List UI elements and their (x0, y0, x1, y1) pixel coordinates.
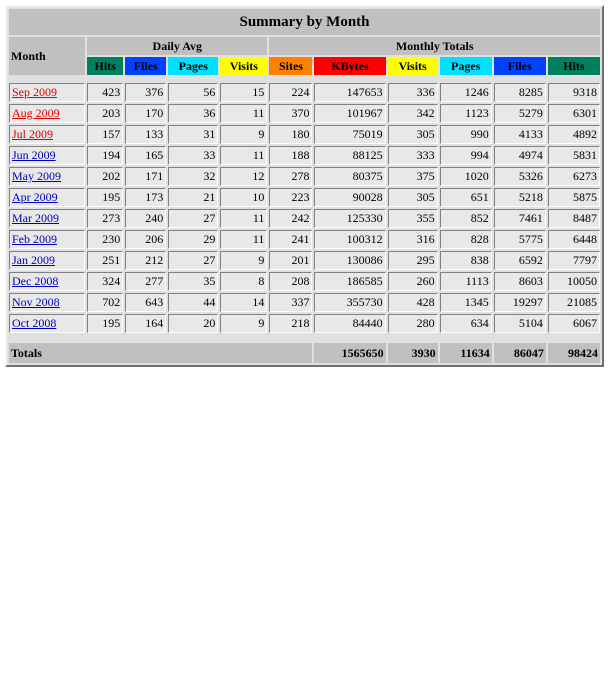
visits-cell: 355 (388, 209, 438, 228)
month-link[interactable]: Jul 2009 (12, 127, 54, 141)
kbytes-cell: 125330 (314, 209, 385, 228)
sites-cell: 224 (269, 83, 312, 102)
kbytes-cell: 186585 (314, 272, 385, 291)
daily-visits-cell: 8 (220, 272, 267, 291)
pages-cell: 828 (440, 230, 492, 249)
hits-header: Hits (548, 57, 600, 75)
pages-cell: 1020 (440, 167, 492, 186)
sites-cell: 188 (269, 146, 312, 165)
daily-hits-cell: 203 (87, 104, 123, 123)
daily-hits-cell: 423 (87, 83, 123, 102)
visits-cell: 316 (388, 230, 438, 249)
files-cell: 4974 (494, 146, 546, 165)
table-row (9, 83, 600, 102)
sites-cell: 370 (269, 104, 312, 123)
daily-visits-cell: 11 (220, 209, 267, 228)
files-cell: 5775 (494, 230, 546, 249)
table-row (9, 146, 600, 165)
visits-cell: 305 (388, 125, 438, 144)
daily-hits-cell: 273 (87, 209, 123, 228)
files-cell: 8603 (494, 272, 546, 291)
kbytes-cell: 100312 (314, 230, 385, 249)
pages-cell: 1123 (440, 104, 492, 123)
files-cell: 8285 (494, 83, 546, 102)
table-row (9, 314, 600, 333)
pages-cell: 852 (440, 209, 492, 228)
table-row (9, 188, 600, 207)
sites-cell: 278 (269, 167, 312, 186)
daily-pages-cell: 20 (168, 314, 218, 333)
daily-pages-cell: 36 (168, 104, 218, 123)
daily-files-cell: 212 (125, 251, 166, 270)
daily-visits-cell: 11 (220, 146, 267, 165)
pages-cell: 634 (440, 314, 492, 333)
visits-cell: 336 (388, 83, 438, 102)
month-cell (9, 293, 85, 312)
total-kbytes: 1565650 (314, 343, 385, 363)
hits-cell: 8487 (548, 209, 600, 228)
month-link[interactable]: Jan 2009 (12, 253, 55, 267)
month-cell (9, 251, 85, 270)
files-cell: 7461 (494, 209, 546, 228)
sites-cell: 223 (269, 188, 312, 207)
files-cell: 5279 (494, 104, 546, 123)
table-title: Summary by Month (9, 9, 600, 35)
table-row (9, 167, 600, 186)
files-cell: 5218 (494, 188, 546, 207)
daily-visits-cell: 11 (220, 230, 267, 249)
kbytes-cell: 75019 (314, 125, 385, 144)
sites-cell: 201 (269, 251, 312, 270)
daily-visits-cell: 12 (220, 167, 267, 186)
daily-hits-cell: 324 (87, 272, 123, 291)
files-cell: 5104 (494, 314, 546, 333)
daily-files-cell: 376 (125, 83, 166, 102)
daily-pages-cell: 32 (168, 167, 218, 186)
total-visits: 3930 (388, 343, 438, 363)
daily-pages-cell: 27 (168, 209, 218, 228)
files-cell: 5326 (494, 167, 546, 186)
month-cell (9, 314, 85, 333)
hits-cell: 5831 (548, 146, 600, 165)
daily-files-cell: 643 (125, 293, 166, 312)
daily-hits-cell: 251 (87, 251, 123, 270)
sites-header: Sites (269, 57, 312, 75)
month-cell (9, 230, 85, 249)
table-row (9, 104, 600, 123)
month-link[interactable]: Apr 2009 (12, 190, 58, 204)
kbytes-cell: 147653 (314, 83, 385, 102)
daily-visits-cell: 9 (220, 125, 267, 144)
hits-cell: 7797 (548, 251, 600, 270)
month-cell (9, 167, 85, 186)
table-row (9, 230, 600, 249)
daily-visits-cell: 14 (220, 293, 267, 312)
visits-cell: 428 (388, 293, 438, 312)
hits-cell: 6448 (548, 230, 600, 249)
table-row (9, 209, 600, 228)
month-cell (9, 125, 85, 144)
month-rows (9, 83, 600, 333)
total-hits: 98424 (548, 343, 600, 363)
visits-cell: 333 (388, 146, 438, 165)
month-cell (9, 272, 85, 291)
table-row (9, 293, 600, 312)
files-header: Files (494, 57, 546, 75)
daily-files-header: Files (125, 57, 166, 75)
daily-visits-cell: 11 (220, 104, 267, 123)
sites-cell: 337 (269, 293, 312, 312)
sites-cell: 242 (269, 209, 312, 228)
daily-pages-cell: 21 (168, 188, 218, 207)
daily-hits-header: Hits (87, 57, 123, 75)
visits-header: Visits (388, 57, 438, 75)
pages-cell: 651 (440, 188, 492, 207)
sites-cell: 180 (269, 125, 312, 144)
hits-cell: 6067 (548, 314, 600, 333)
files-cell: 6592 (494, 251, 546, 270)
visits-cell: 260 (388, 272, 438, 291)
daily-pages-cell: 33 (168, 146, 218, 165)
kbytes-cell: 84440 (314, 314, 385, 333)
month-link[interactable]: Sep 2009 (12, 85, 57, 99)
hits-cell: 9318 (548, 83, 600, 102)
daily-pages-cell: 35 (168, 272, 218, 291)
daily-visits-cell: 10 (220, 188, 267, 207)
hits-cell: 10050 (548, 272, 600, 291)
visits-cell: 342 (388, 104, 438, 123)
totals-label: Totals (9, 343, 312, 363)
daily-hits-cell: 230 (87, 230, 123, 249)
sites-cell: 241 (269, 230, 312, 249)
month-link[interactable]: Feb 2009 (12, 232, 57, 246)
daily-files-cell: 164 (125, 314, 166, 333)
daily-pages-cell: 31 (168, 125, 218, 144)
month-link[interactable]: Mar 2009 (12, 211, 59, 225)
daily-files-cell: 170 (125, 104, 166, 123)
pages-cell: 838 (440, 251, 492, 270)
files-cell: 4133 (494, 125, 546, 144)
hits-cell: 6273 (548, 167, 600, 186)
month-link[interactable]: Oct 2008 (12, 316, 57, 330)
table-row (9, 251, 600, 270)
visits-cell: 375 (388, 167, 438, 186)
daily-hits-cell: 195 (87, 188, 123, 207)
totals-row (9, 343, 600, 363)
daily-hits-cell: 157 (87, 125, 123, 144)
table-row (9, 272, 600, 291)
kbytes-cell: 80375 (314, 167, 385, 186)
kbytes-cell: 90028 (314, 188, 385, 207)
kbytes-cell: 88125 (314, 146, 385, 165)
visits-cell: 295 (388, 251, 438, 270)
month-cell (9, 104, 85, 123)
daily-files-cell: 206 (125, 230, 166, 249)
summary-table (7, 7, 602, 365)
daily-visits-header: Visits (220, 57, 267, 75)
month-link[interactable]: Aug 2009 (12, 106, 60, 120)
daily-pages-cell: 44 (168, 293, 218, 312)
summary-panel (5, 5, 604, 367)
month-link[interactable]: May 2009 (12, 169, 61, 183)
table-row (9, 125, 600, 144)
total-pages: 11634 (440, 343, 492, 363)
sites-cell: 218 (269, 314, 312, 333)
pages-header: Pages (440, 57, 492, 75)
daily-pages-cell: 27 (168, 251, 218, 270)
hits-cell: 6301 (548, 104, 600, 123)
hits-cell: 4892 (548, 125, 600, 144)
pages-cell: 1345 (440, 293, 492, 312)
daily-visits-cell: 9 (220, 314, 267, 333)
month-cell (9, 146, 85, 165)
daily-files-cell: 240 (125, 209, 166, 228)
daily-pages-cell: 56 (168, 83, 218, 102)
daily-visits-cell: 9 (220, 251, 267, 270)
daily-visits-cell: 15 (220, 83, 267, 102)
month-cell (9, 188, 85, 207)
kbytes-cell: 130086 (314, 251, 385, 270)
kbytes-cell: 355730 (314, 293, 385, 312)
daily-hits-cell: 194 (87, 146, 123, 165)
daily-hits-cell: 202 (87, 167, 123, 186)
daily-avg-header: Daily Avg (87, 37, 267, 55)
hits-cell: 21085 (548, 293, 600, 312)
total-files: 86047 (494, 343, 546, 363)
daily-hits-cell: 702 (87, 293, 123, 312)
pages-cell: 1246 (440, 83, 492, 102)
pages-cell: 1113 (440, 272, 492, 291)
hits-cell: 5875 (548, 188, 600, 207)
kbytes-cell: 101967 (314, 104, 385, 123)
daily-files-cell: 173 (125, 188, 166, 207)
daily-files-cell: 165 (125, 146, 166, 165)
files-cell: 19297 (494, 293, 546, 312)
daily-files-cell: 171 (125, 167, 166, 186)
monthly-totals-header: Monthly Totals (269, 37, 600, 55)
daily-hits-cell: 195 (87, 314, 123, 333)
kbytes-header: KBytes (314, 57, 385, 75)
month-cell (9, 209, 85, 228)
visits-cell: 305 (388, 188, 438, 207)
visits-cell: 280 (388, 314, 438, 333)
pages-cell: 994 (440, 146, 492, 165)
month-cell (9, 83, 85, 102)
daily-files-cell: 133 (125, 125, 166, 144)
sites-cell: 208 (269, 272, 312, 291)
daily-pages-cell: 29 (168, 230, 218, 249)
month-header: Month (9, 37, 85, 75)
pages-cell: 990 (440, 125, 492, 144)
daily-pages-header: Pages (168, 57, 218, 75)
month-link[interactable]: Jun 2009 (12, 148, 56, 162)
month-link[interactable]: Nov 2008 (12, 295, 60, 309)
daily-files-cell: 277 (125, 272, 166, 291)
month-link[interactable]: Dec 2008 (12, 274, 59, 288)
